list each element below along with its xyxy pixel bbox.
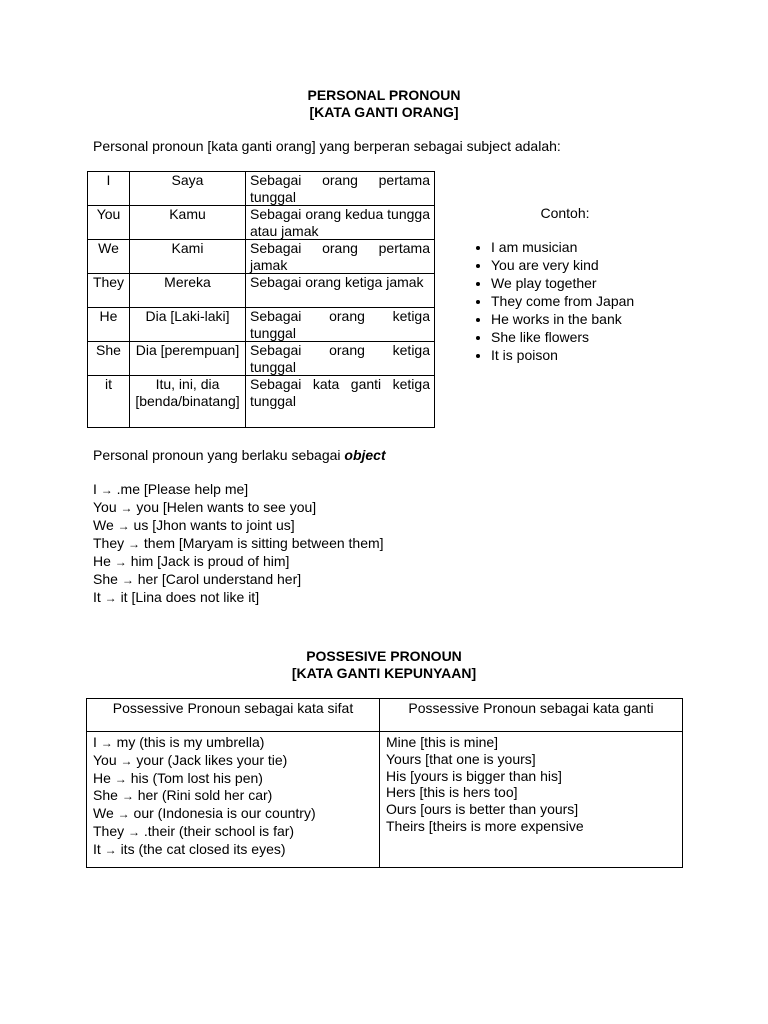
arrow-icon: → xyxy=(104,591,117,605)
pronoun-from: They xyxy=(93,535,125,551)
pronoun-from: We xyxy=(93,517,114,533)
object-pronoun-list xyxy=(93,481,384,607)
example-item: • They come from Japan xyxy=(491,292,634,310)
possessive-pronoun-table xyxy=(86,698,683,868)
pronoun-mapping xyxy=(93,499,384,517)
pronoun-mapping xyxy=(93,734,373,752)
possessive-pronoun-item: Ours [ours is better than yours] xyxy=(386,801,579,818)
arrow-icon: → xyxy=(104,842,117,857)
adjective-cell xyxy=(87,732,380,868)
table-row xyxy=(88,376,435,428)
pronoun-mapping xyxy=(93,805,373,823)
pronoun-from: He xyxy=(93,769,111,786)
pronoun-to: .their (their school is far) xyxy=(143,822,295,839)
example-item: • It is poison xyxy=(491,346,634,364)
pronoun-from: He xyxy=(93,553,111,569)
description-cell: Sebagai orang ketiga tunggal xyxy=(246,308,435,342)
pronoun-cell: He xyxy=(88,308,130,342)
pronoun-from: It xyxy=(93,589,101,605)
pronoun-mapping xyxy=(93,752,373,770)
arrow-icon: → xyxy=(120,753,133,768)
example-item: • I am musician xyxy=(491,238,634,256)
pronoun-mapping xyxy=(93,589,384,607)
possessive-pronoun-item: Hers [this is hers too] xyxy=(386,784,518,801)
pronoun-from: It xyxy=(93,840,101,857)
pronoun-mapping xyxy=(93,571,384,589)
title-line-2: [KATA GANTI KEPUNYAAN] xyxy=(291,665,477,681)
pronoun-cell: They xyxy=(88,274,130,308)
meaning-cell: Itu, ini, dia [benda/binatang] xyxy=(130,376,246,428)
pronoun-to: her [Carol understand her] xyxy=(137,571,302,587)
pronoun-cell xyxy=(380,732,683,868)
pronoun-to: .me [Please help me] xyxy=(116,481,249,497)
title-line-1: POSSESIVE PRONOUN xyxy=(306,648,462,664)
object-intro xyxy=(93,447,386,464)
arrow-icon: → xyxy=(120,501,133,515)
header-adjective: Possessive Pronoun sebagai kata sifat xyxy=(87,699,380,732)
meaning-cell: Kamu xyxy=(130,206,246,240)
pronoun-mapping xyxy=(93,553,384,571)
meaning-cell: Mereka xyxy=(130,274,246,308)
description-cell: Sebagai orang pertama jamak xyxy=(246,240,435,274)
example-item: • We play together xyxy=(491,274,634,292)
arrow-icon: → xyxy=(121,573,134,587)
pronoun-from: I xyxy=(93,481,97,497)
pronoun-from: I xyxy=(93,734,97,750)
possessive-pronoun-item: Mine [this is mine] xyxy=(386,734,499,750)
pronoun-cell: You xyxy=(88,206,130,240)
pronoun-to: my (this is my umbrella) xyxy=(116,734,265,750)
subject-pronoun-table xyxy=(87,171,435,428)
pronoun-to: his (Tom lost his pen) xyxy=(130,769,263,786)
pronoun-mapping xyxy=(93,841,373,859)
arrow-icon: → xyxy=(121,789,134,804)
pronoun-mapping xyxy=(93,517,384,535)
section-title-possessive-pronoun xyxy=(0,648,768,682)
pronoun-mapping xyxy=(93,823,373,841)
object-intro-text: Personal pronoun yang berlaku sebagai xyxy=(93,447,345,463)
object-intro-emphasis: object xyxy=(344,447,386,463)
table-row xyxy=(88,274,435,308)
examples-heading: Contoh: xyxy=(540,205,590,221)
arrow-icon: → xyxy=(128,824,141,839)
pronoun-cell: We xyxy=(88,240,130,274)
pronoun-to: you [Helen wants to see you] xyxy=(136,499,317,515)
description-cell: Sebagai orang ketiga tunggal xyxy=(246,342,435,376)
table-row xyxy=(88,206,435,240)
pronoun-mapping xyxy=(93,481,384,499)
pronoun-to: them [Maryam is sitting between them] xyxy=(143,535,384,551)
title-line-1: PERSONAL PRONOUN xyxy=(307,87,461,103)
meaning-cell: Dia [Laki-laki] xyxy=(130,308,246,342)
table-row xyxy=(88,172,435,206)
pronoun-mapping xyxy=(93,770,373,788)
pronoun-to: its (the cat closed its eyes) xyxy=(120,840,286,857)
description-cell: Sebagai orang kedua tungga atau jamak xyxy=(246,206,435,240)
pronoun-mapping xyxy=(93,535,384,553)
pronoun-from: You xyxy=(93,751,117,768)
example-item: • She like flowers xyxy=(491,328,634,346)
pronoun-from: You xyxy=(93,499,117,515)
arrow-icon: → xyxy=(114,771,127,786)
description-cell: Sebagai kata ganti ketiga tunggal xyxy=(246,376,435,428)
possessive-pronoun-item: Theirs [theirs is more expensive xyxy=(386,817,584,834)
description-cell: Sebagai orang pertama tunggal xyxy=(246,172,435,206)
pronoun-from: They xyxy=(93,822,125,839)
examples-list xyxy=(465,238,634,364)
pronoun-to: her (Rini sold her car) xyxy=(137,787,273,804)
arrow-icon: → xyxy=(100,483,113,497)
pronoun-cell: I xyxy=(88,172,130,206)
pronoun-to: us [Jhon wants to joint us] xyxy=(133,517,295,533)
description-cell: Sebagai orang ketiga jamak xyxy=(246,274,435,308)
pronoun-to: him [Jack is proud of him] xyxy=(130,553,290,569)
arrow-icon: → xyxy=(117,807,130,822)
title-line-2: [KATA GANTI ORANG] xyxy=(309,104,459,120)
arrow-icon: → xyxy=(128,537,141,551)
pronoun-to: your (Jack likes your tie) xyxy=(136,751,288,768)
arrow-icon: → xyxy=(114,555,127,569)
subject-intro-text: Personal pronoun [kata ganti orang] yang berperan sebagai subject adalah: xyxy=(93,138,561,154)
pronoun-from: She xyxy=(93,787,118,804)
meaning-cell: Dia [perempuan] xyxy=(130,342,246,376)
header-pronoun: Possessive Pronoun sebagai kata ganti xyxy=(380,699,683,732)
arrow-icon: → xyxy=(117,519,130,533)
table-row xyxy=(88,308,435,342)
pronoun-to: our (Indonesia is our country) xyxy=(133,805,316,822)
possessive-pronoun-item: Yours [that one is yours] xyxy=(386,750,536,767)
example-item: • He works in the bank xyxy=(491,310,634,328)
meaning-cell: Kami xyxy=(130,240,246,274)
pronoun-cell: She xyxy=(88,342,130,376)
possessive-pronoun-item: His [yours is bigger than his] xyxy=(386,767,562,784)
pronoun-to: it [Lina does not like it] xyxy=(120,589,260,605)
table-row xyxy=(88,240,435,274)
table-row xyxy=(88,342,435,376)
meaning-cell: Saya xyxy=(130,172,246,206)
pronoun-from: She xyxy=(93,571,118,587)
example-item: • You are very kind xyxy=(491,256,634,274)
pronoun-cell: it xyxy=(88,376,130,428)
pronoun-mapping xyxy=(93,787,373,805)
section-title-personal-pronoun xyxy=(0,87,768,121)
pronoun-from: We xyxy=(93,805,114,822)
arrow-icon: → xyxy=(100,736,113,750)
